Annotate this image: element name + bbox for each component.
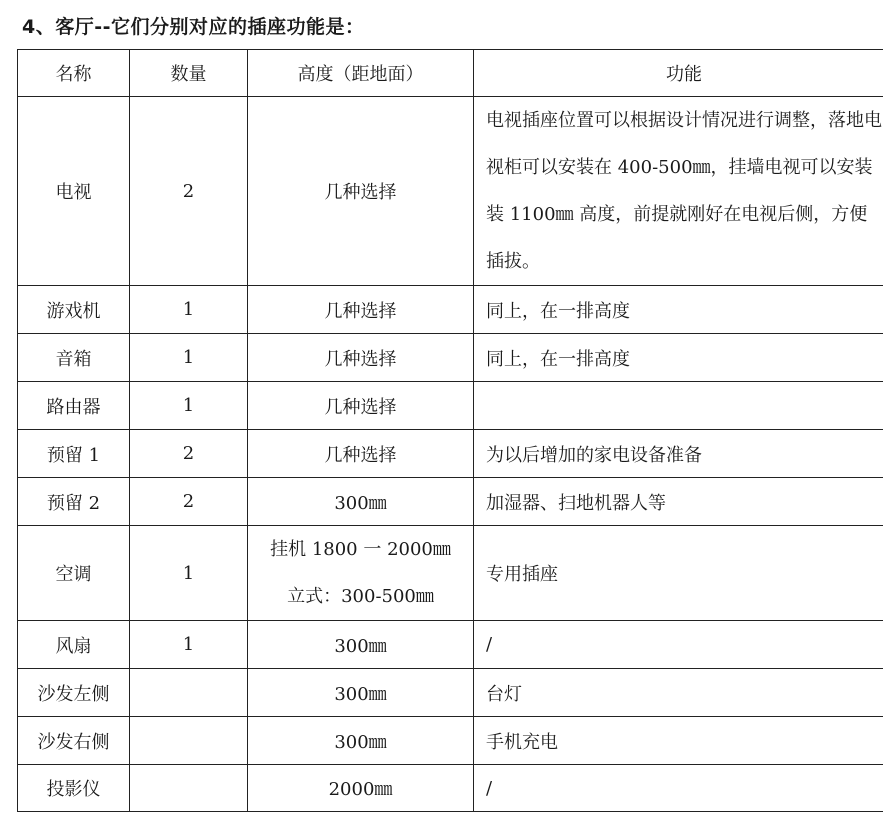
cell-function: 专用插座 bbox=[474, 526, 883, 621]
cell-quantity: 2 bbox=[130, 430, 248, 478]
column-header-function: 功能 bbox=[474, 50, 883, 97]
cell-function: 加湿器、扫地机器人等 bbox=[474, 478, 883, 526]
cell-height-line-wall: 挂机 1800 一 2000㎜ bbox=[270, 539, 451, 560]
cell-quantity: 1 bbox=[130, 334, 248, 382]
cell-name: 沙发左侧 bbox=[18, 669, 130, 717]
cell-height: 300㎜ bbox=[248, 621, 474, 669]
cell-name: 游戏机 bbox=[18, 286, 130, 334]
cell-function: 手机充电 bbox=[474, 717, 883, 765]
cell-height: 几种选择 bbox=[248, 286, 474, 334]
cell-name: 空调 bbox=[18, 526, 130, 621]
cell-function bbox=[474, 382, 883, 430]
cell-quantity bbox=[130, 765, 248, 812]
table-row bbox=[18, 478, 883, 526]
cell-name: 电视 bbox=[18, 97, 130, 286]
table-row bbox=[18, 765, 883, 812]
table-row bbox=[18, 669, 883, 717]
table-row bbox=[18, 717, 883, 765]
column-header-quantity: 数量 bbox=[130, 50, 248, 97]
cell-name: 音箱 bbox=[18, 334, 130, 382]
cell-name: 风扇 bbox=[18, 621, 130, 669]
cell-height: 几种选择 bbox=[248, 382, 474, 430]
cell-quantity bbox=[130, 717, 248, 765]
table-row bbox=[18, 382, 883, 430]
cell-height: 300㎜ bbox=[248, 669, 474, 717]
cell-height: 几种选择 bbox=[248, 97, 474, 286]
cell-name: 投影仪 bbox=[18, 765, 130, 812]
column-header-name: 名称 bbox=[18, 50, 130, 97]
cell-function: / bbox=[474, 765, 883, 812]
table-row bbox=[18, 621, 883, 669]
cell-name: 预留 1 bbox=[18, 430, 130, 478]
cell-function: 同上，在一排高度 bbox=[474, 334, 883, 382]
cell-quantity: 1 bbox=[130, 382, 248, 430]
cell-name: 沙发右侧 bbox=[18, 717, 130, 765]
table-row bbox=[18, 334, 883, 382]
cell-quantity: 1 bbox=[130, 286, 248, 334]
cell-quantity bbox=[130, 669, 248, 717]
cell-height: 2000㎜ bbox=[248, 765, 474, 812]
table-row bbox=[18, 97, 883, 286]
column-header-height: 高度（距地面） bbox=[248, 50, 474, 97]
cell-function: / bbox=[474, 621, 883, 669]
cell-height: 几种选择 bbox=[248, 430, 474, 478]
table-header-row bbox=[18, 50, 883, 97]
cell-function: 同上，在一排高度 bbox=[474, 286, 883, 334]
cell-quantity: 2 bbox=[130, 97, 248, 286]
section-heading: 4、客厅--它们分别对应的插座功能是： bbox=[22, 16, 365, 38]
cell-height: 几种选择 bbox=[248, 334, 474, 382]
cell-function: 台灯 bbox=[474, 669, 883, 717]
cell-quantity: 2 bbox=[130, 478, 248, 526]
cell-height: 300㎜ bbox=[248, 478, 474, 526]
table-row bbox=[18, 430, 883, 478]
cell-height-line-floor: 立式：300-500㎜ bbox=[287, 586, 434, 607]
table-row bbox=[18, 526, 883, 621]
cell-function: 电视插座位置可以根据设计情况进行调整，落地电视柜可以安装在 400-500㎜，挂墙电视可以安装装 1100㎜ 高度，前提就刚好在电视后侧，方便插拔。 bbox=[474, 97, 883, 286]
cell-quantity: 1 bbox=[130, 621, 248, 669]
cell-quantity: 1 bbox=[130, 526, 248, 621]
table-row bbox=[18, 286, 883, 334]
cell-name: 路由器 bbox=[18, 382, 130, 430]
cell-function: 为以后增加的家电设备准备 bbox=[474, 430, 883, 478]
cell-name: 预留 2 bbox=[18, 478, 130, 526]
cell-height bbox=[248, 526, 474, 621]
socket-table bbox=[17, 49, 883, 812]
cell-height: 300㎜ bbox=[248, 717, 474, 765]
